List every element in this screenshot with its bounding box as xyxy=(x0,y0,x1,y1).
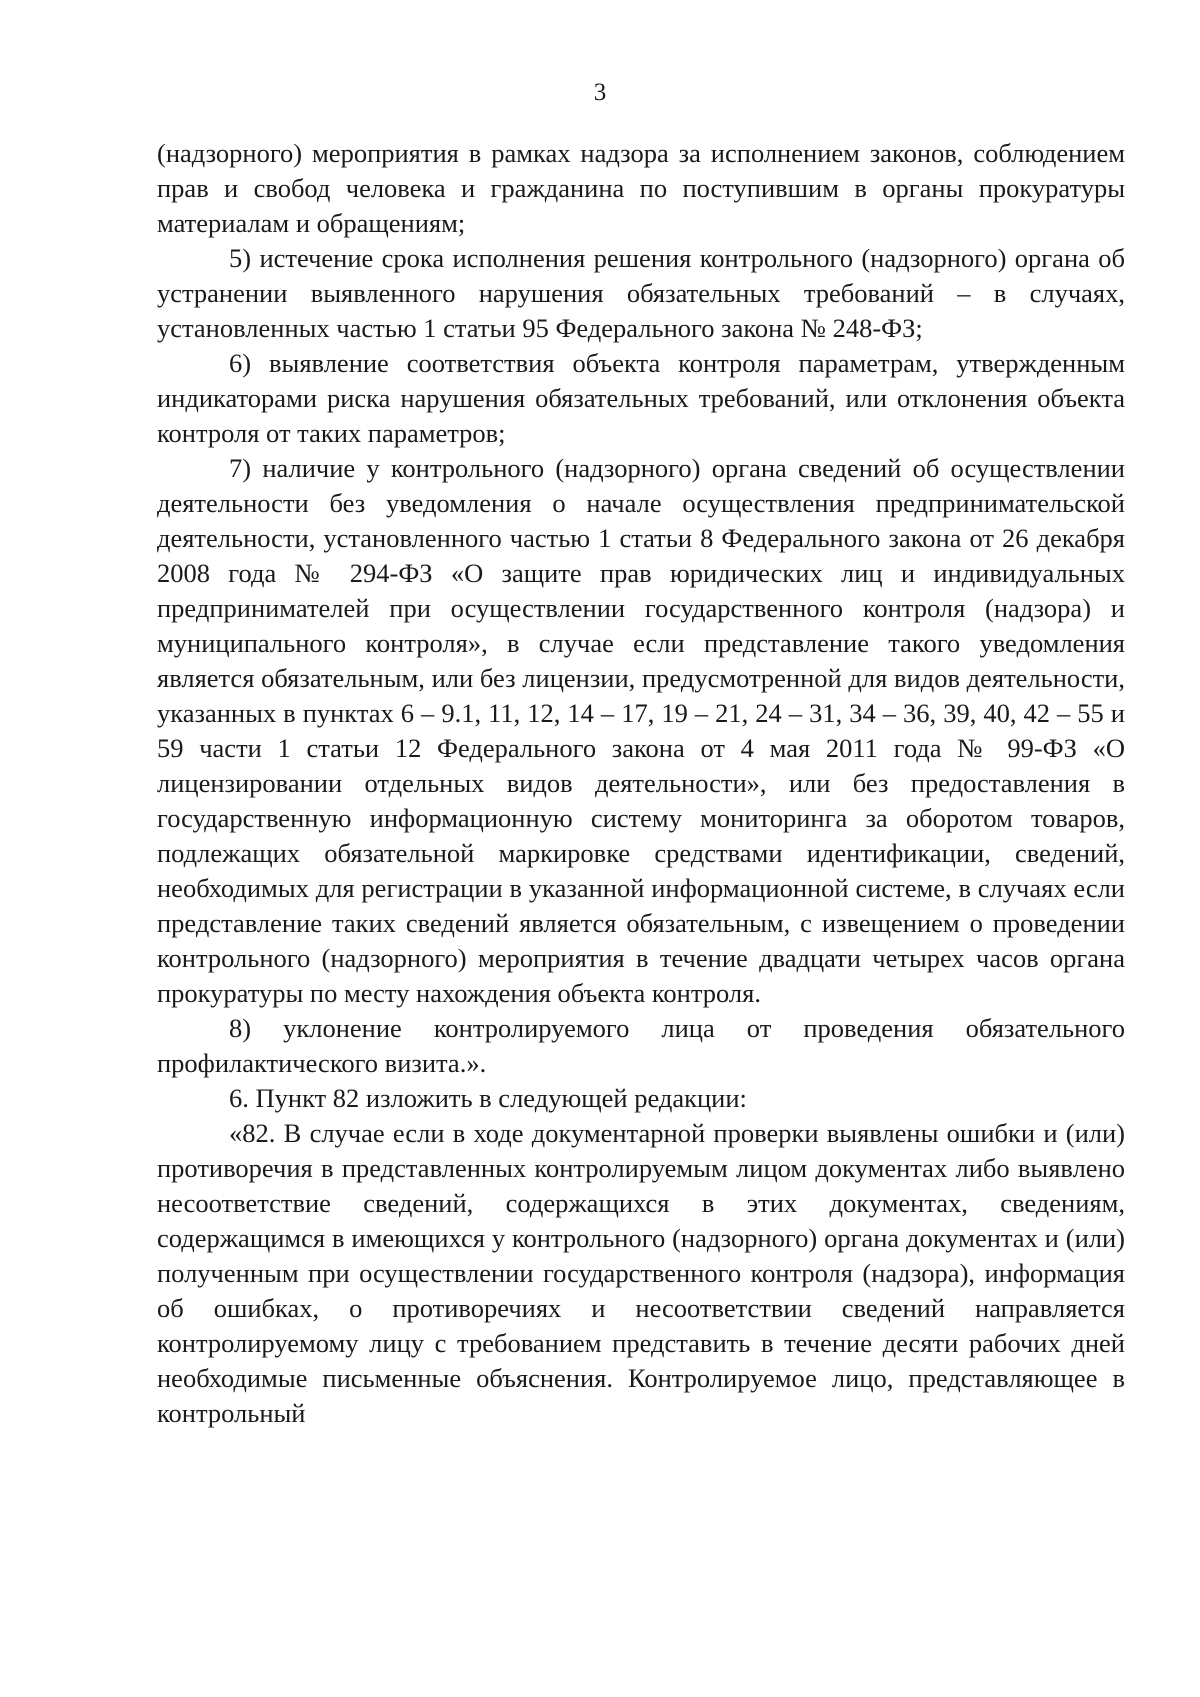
paragraph-item-7: 7) наличие у контрольного (надзорного) органа сведений об осуществлении деятельности без уведомления о начале осуществления предпринимательской деятельности, установленного частью 1 статьи 8 Федерального закона от 26 декабря 2008 года № 294-ФЗ «О защите прав юридических лиц и индивидуальных предпринимателей при осуществлении государственного контроля (надзора) и муниципального контроля», в случае если представление такого уведомления является обязательным, или без лицензии, предусмотренной для видов деятельности, указанных в пунктах 6 – 9.1, 11, 12, 14 – 17, 19 – 21, 24 – 31, 34 – 36, 39, 40, 42 – 55 и 59 части 1 статьи 12 Федерального закона от 4 мая 2011 года № 99-ФЗ «О лицензировании отдельных видов деятельности», или без предоставления в государственную информационную систему мониторинга за оборотом товаров, подлежащих обязательной маркировке средствами идентификации, сведений, необходимых для регистрации в указанной информационной системе, в случаях если представление таких сведений является обязательным, с извещением о проведении контрольного (надзорного) мероприятия в течение двадцати четырех часов органа прокуратуры по месту нахождения объекта контроля. xyxy=(157,453,1125,1008)
paragraph-point-6: 6. Пункт 82 изложить в следующей редакции: xyxy=(229,1083,747,1113)
paragraph-item-8: 8) уклонение контролируемого лица от проведения обязательного профилактического визита.». xyxy=(157,1013,1125,1078)
paragraph-continuation: (надзорного) мероприятия в рамках надзора за исполнением законов, соблюдением прав и свобод человека и гражданина по поступившим в органы прокуратуры материалам и обращениям; xyxy=(157,138,1125,238)
document-body xyxy=(157,136,1125,1431)
paragraph-point-82: «82. В случае если в ходе документарной проверки выявлены ошибки и (или) противоречия в представленных контролируемым лицом документах либо выявлено несоответствие сведений, содержащихся в этих документах, сведениям, содержащимся в имеющихся у контрольного (надзорного) органа документах и (или) полученным при осуществлении государственного контроля (надзора), информация об ошибках, о противоречиях и несоответствии сведений направляется контролируемому лицу с требованием представить в течение десяти рабочих дней необходимые письменные объяснения. Контролируемое лицо, представляющее в контрольный xyxy=(157,1118,1125,1428)
paragraph-item-5: 5) истечение срока исполнения решения контрольного (надзорного) органа об устранении выявленного нарушения обязательных требований – в случаях, установленных частью 1 статьи 95 Федерального закона № 248-ФЗ; xyxy=(157,243,1125,343)
paragraph-item-6: 6) выявление соответствия объекта контроля параметрам, утвержденным индикаторами риска нарушения обязательных требований, или отклонения объекта контроля от таких параметров; xyxy=(157,348,1125,448)
page-number: 3 xyxy=(593,79,607,106)
